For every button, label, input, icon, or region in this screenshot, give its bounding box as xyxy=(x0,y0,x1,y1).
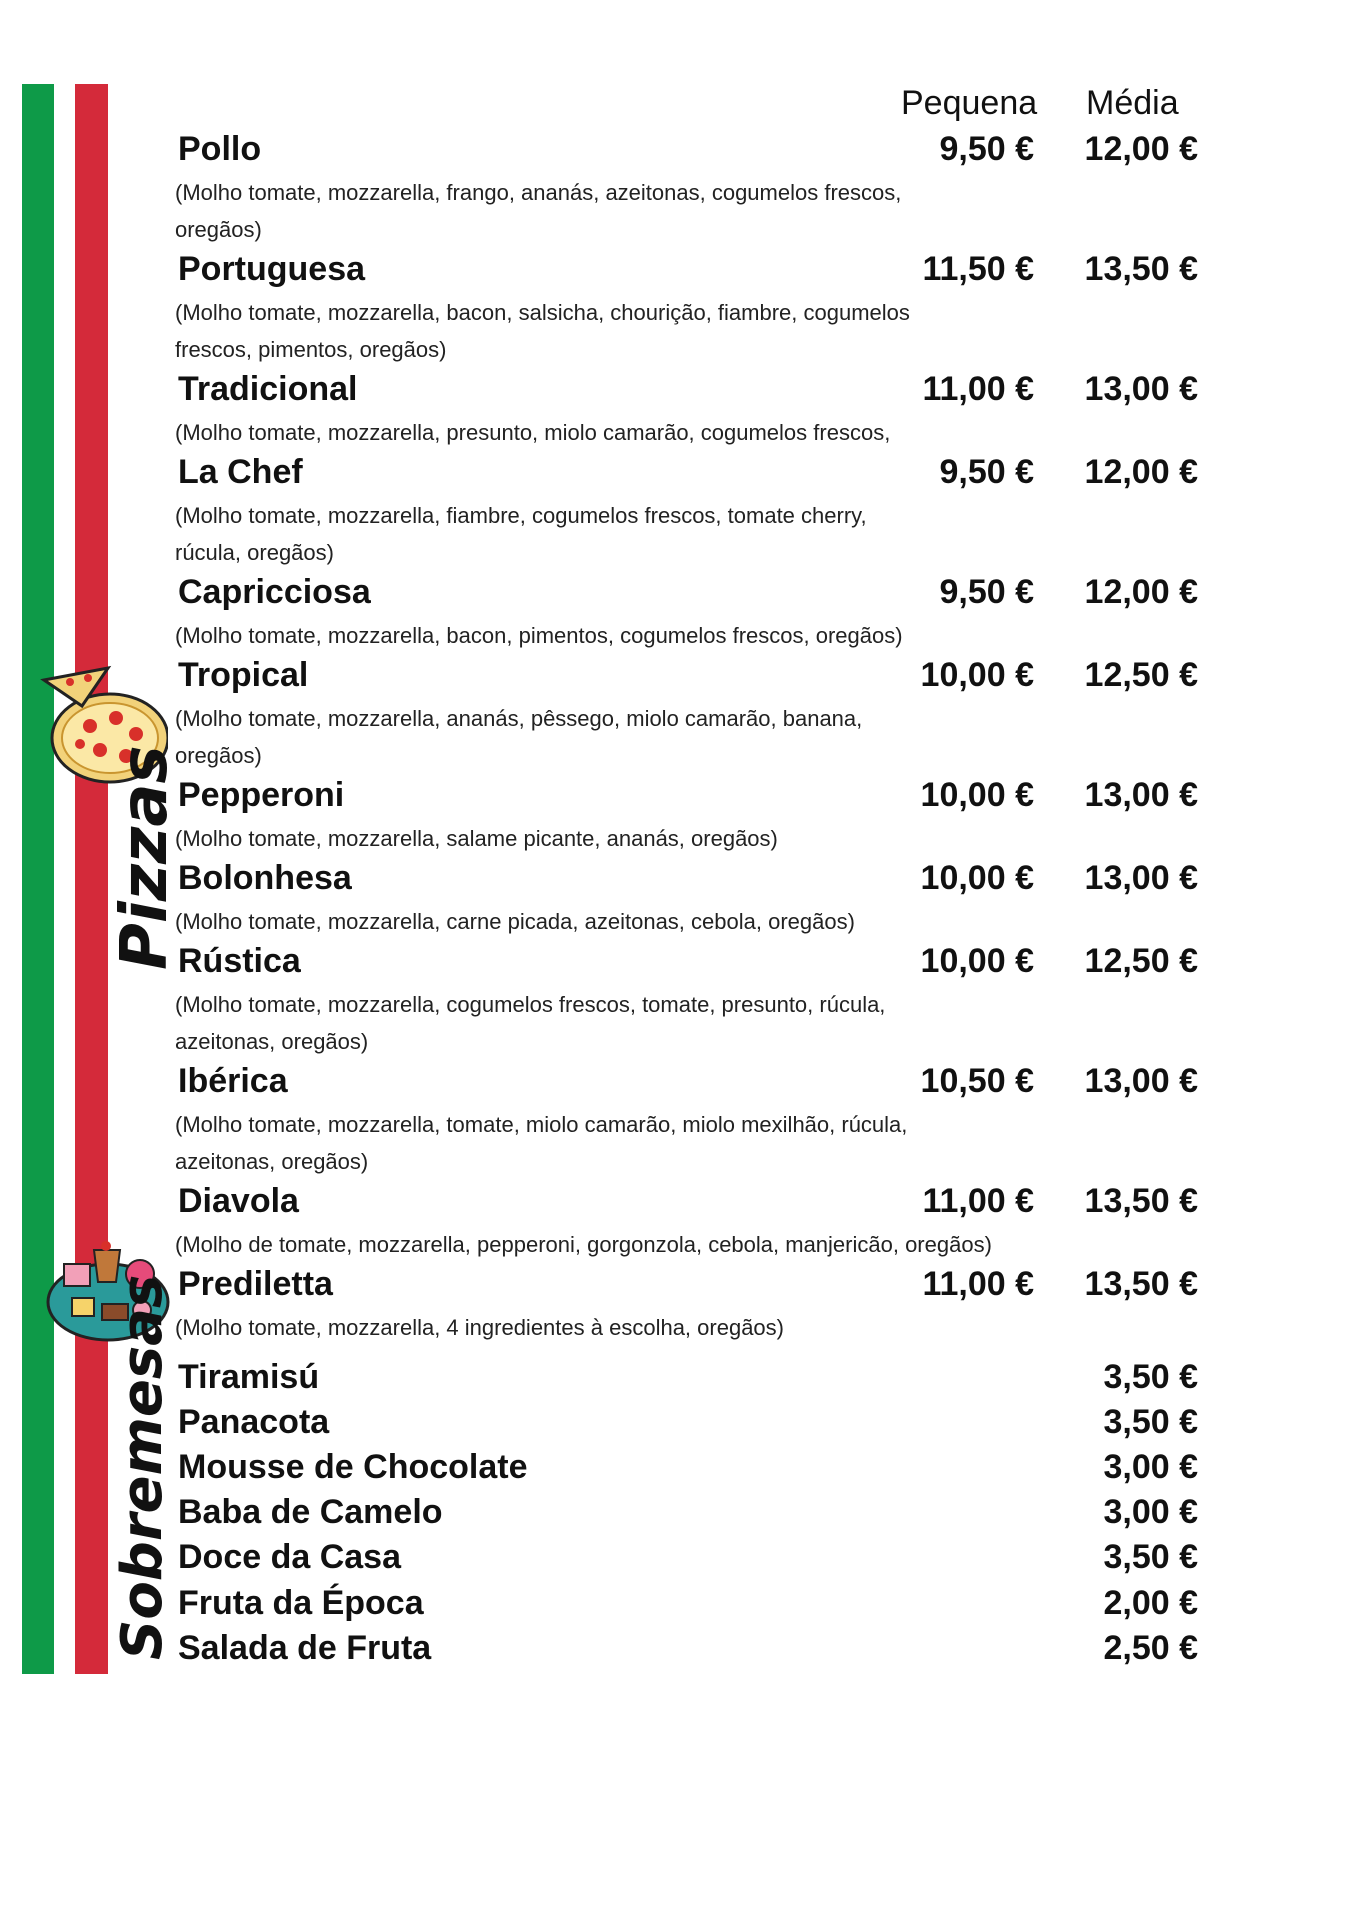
pizza-price-small: 11,50 € xyxy=(922,250,1034,288)
pizza-price-medium: 13,50 € xyxy=(1084,1182,1198,1220)
dessert-price: 3,50 € xyxy=(1103,1358,1198,1396)
dessert-name: Mousse de Chocolate xyxy=(178,1448,528,1486)
pizza-price-medium: 13,00 € xyxy=(1084,859,1198,897)
flag-bar-red xyxy=(75,84,108,1674)
pizza-price-small: 9,50 € xyxy=(939,573,1034,611)
pizza-name: Ibérica xyxy=(178,1062,288,1100)
dessert-name: Fruta da Época xyxy=(178,1584,424,1622)
dessert-price: 3,00 € xyxy=(1103,1493,1198,1531)
dessert-price: 3,50 € xyxy=(1103,1403,1198,1441)
pizza-price-medium: 13,50 € xyxy=(1084,250,1198,288)
pizza-name: Bolonhesa xyxy=(178,859,352,897)
dessert-price: 2,00 € xyxy=(1103,1584,1198,1622)
pizza-price-small: 10,00 € xyxy=(920,656,1034,694)
pizza-price-small: 10,00 € xyxy=(920,942,1034,980)
pizza-price-small: 9,50 € xyxy=(939,130,1034,168)
dessert-name: Salada de Fruta xyxy=(178,1629,432,1667)
pizza-description: (Molho tomate, mozzarella, frango, ananás, azeitonas, cogumelos frescos, oregãos) xyxy=(175,180,902,242)
pizza-description: (Molho tomate, mozzarella, bacon, pimentos, cogumelos frescos, oregãos) xyxy=(175,623,903,648)
pizza-price-medium: 13,00 € xyxy=(1084,370,1198,408)
pizza-price-small: 11,00 € xyxy=(922,1182,1034,1220)
dessert-name: Doce da Casa xyxy=(178,1538,401,1576)
dessert-price: 3,50 € xyxy=(1103,1538,1198,1576)
pizza-description: (Molho tomate, mozzarella, bacon, salsicha, chourição, fiambre, cogumelos frescos, pimentos, oregãos) xyxy=(175,300,910,362)
pizza-price-medium: 13,00 € xyxy=(1084,776,1198,814)
pizza-description: (Molho tomate, mozzarella, fiambre, cogumelos frescos, tomate cherry, rúcula, oregãos) xyxy=(175,503,867,565)
pizza-name: Tradicional xyxy=(178,370,358,408)
pizza-price-medium: 12,50 € xyxy=(1084,656,1198,694)
pizza-name: Portuguesa xyxy=(178,250,366,288)
pizza-price-medium: 12,00 € xyxy=(1084,130,1198,168)
pizza-price-small: 10,50 € xyxy=(920,1062,1034,1100)
pizza-price-medium: 13,00 € xyxy=(1084,1062,1198,1100)
column-header-medium: Média xyxy=(1086,84,1179,122)
pizza-description: (Molho tomate, mozzarella, presunto, miolo camarão, cogumelos frescos, xyxy=(175,420,891,445)
pizza-name: La Chef xyxy=(178,453,303,491)
pizza-price-small: 11,00 € xyxy=(922,1265,1034,1303)
pizza-name: Pepperoni xyxy=(178,776,345,814)
pizza-name: Rústica xyxy=(178,942,301,980)
pizza-name: Tropical xyxy=(178,656,309,694)
dessert-name: Baba de Camelo xyxy=(178,1493,443,1531)
pizza-price-medium: 12,50 € xyxy=(1084,942,1198,980)
section-title-sobremesas: Sobremesas xyxy=(110,1274,175,1660)
pizza-description: (Molho tomate, mozzarella, tomate, miolo camarão, miolo mexilhão, rúcula, azeitonas, oregãos) xyxy=(175,1112,908,1174)
pizza-name: Prediletta xyxy=(178,1265,333,1303)
pizza-price-medium: 12,00 € xyxy=(1084,573,1198,611)
pizza-name: Pollo xyxy=(178,130,262,168)
dessert-name: Tiramisú xyxy=(178,1358,320,1396)
dessert-name: Panacota xyxy=(178,1403,330,1441)
pizza-description: (Molho tomate, mozzarella, 4 ingredientes à escolha, oregãos) xyxy=(175,1315,784,1340)
flag-bar-green xyxy=(22,84,54,1674)
pizza-price-small: 10,00 € xyxy=(920,776,1034,814)
pizza-name: Capricciosa xyxy=(178,573,371,611)
pizza-price-medium: 12,00 € xyxy=(1084,453,1198,491)
column-header-small: Pequena xyxy=(901,84,1038,122)
pizza-price-small: 11,00 € xyxy=(922,370,1034,408)
dessert-price: 2,50 € xyxy=(1103,1629,1198,1667)
dessert-price: 3,00 € xyxy=(1103,1448,1198,1486)
pizza-description: (Molho tomate, mozzarella, cogumelos frescos, tomate, presunto, rúcula, azeitonas, oregãos) xyxy=(175,992,886,1054)
section-title-pizzas: Pizzas xyxy=(108,745,182,970)
pizza-description: (Molho tomate, mozzarella, salame picante, ananás, oregãos) xyxy=(175,826,778,851)
pizza-price-small: 10,00 € xyxy=(920,859,1034,897)
pizza-description: (Molho de tomate, mozzarella, pepperoni, gorgonzola, cebola, manjericão, oregãos) xyxy=(175,1232,992,1257)
pizza-description: (Molho tomate, mozzarella, ananás, pêssego, miolo camarão, banana, oregãos) xyxy=(175,706,863,768)
pizza-price-small: 9,50 € xyxy=(939,453,1034,491)
pizza-name: Diavola xyxy=(178,1182,299,1220)
pizza-price-medium: 13,50 € xyxy=(1084,1265,1198,1303)
pizza-description: (Molho tomate, mozzarella, carne picada, azeitonas, cebola, oregãos) xyxy=(175,909,855,934)
